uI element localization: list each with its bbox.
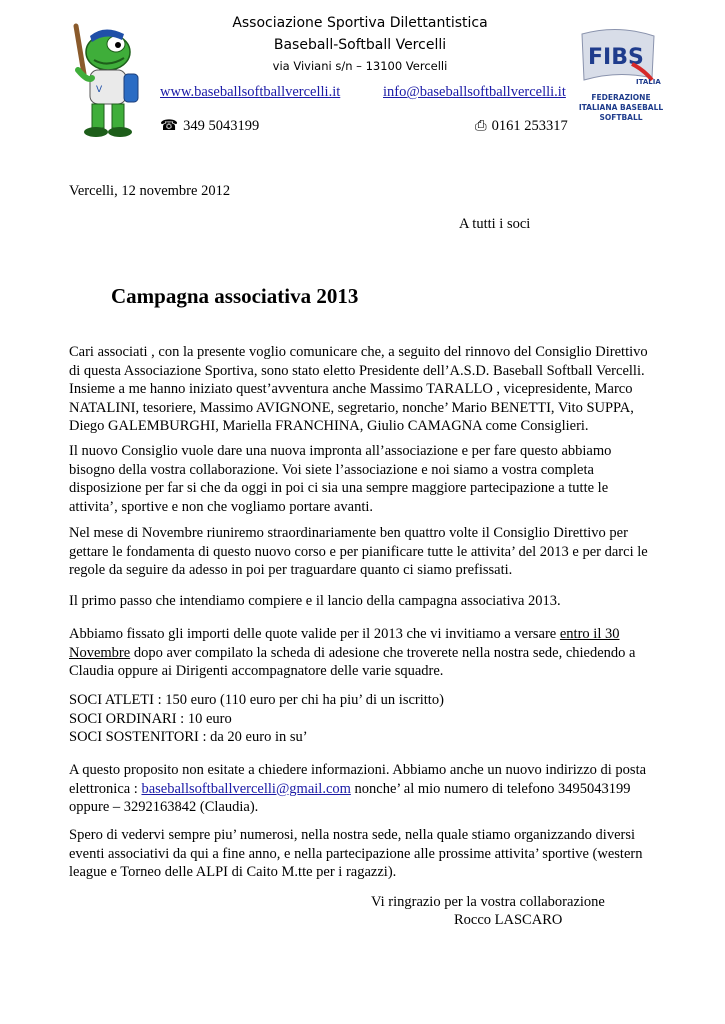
phone-value: 349 5043199 xyxy=(183,118,260,134)
text-line: A questo proposito non esitate a chiedere informazioni. Abbiamo anche un nuovo indirizzo di posta xyxy=(69,762,647,778)
fax-icon: ⎙ xyxy=(475,118,487,134)
fax-number xyxy=(475,118,568,135)
fees-list xyxy=(69,691,669,747)
text-line: Spero di vedervi sempre piu’ numerosi, nella nostra sede, nella quale stiamo organizzando diversi xyxy=(69,827,636,843)
gmail-link[interactable]: baseballsoftballvercelli@gmail.com xyxy=(141,780,351,797)
text-segment: Abbiamo fissato gli importi delle quote valide per il 2013 che vi invitiamo a versare xyxy=(69,626,560,642)
letter-title: Campagna associativa 2013 xyxy=(111,284,359,308)
text-line xyxy=(69,644,669,663)
fibs-logo-line-3: SOFTBALL xyxy=(599,113,643,122)
text-line: Il nuovo Consiglio vuole dare una nuova impronta all’associazione e per fare questo abbiamo xyxy=(69,443,612,459)
fibs-logo xyxy=(578,26,664,130)
paragraph-4 xyxy=(69,592,669,611)
text-line xyxy=(69,625,669,644)
text-line: bisogno della vostra collaborazione. Voi siete l’associazione e noi siamo a vostra completa xyxy=(69,461,594,478)
paragraph-8 xyxy=(69,826,669,882)
fee-item: SOCI ORDINARI : 10 euro xyxy=(69,710,232,727)
text-line: Il primo passo che intendiamo compiere e il lancio della campagna associativa 2013. xyxy=(69,593,561,609)
text-line: Claudia oppure ai Dirigenti accompagnatore delle varie squadre. xyxy=(69,663,444,679)
paragraph-1 xyxy=(69,343,669,436)
telephone-icon: ☎ xyxy=(160,118,179,134)
paragraph-2 xyxy=(69,442,669,516)
text-line: Insieme a me hanno iniziato quest’avventura anche Massimo TARALLO , vicepresidente, Marco xyxy=(69,381,633,397)
website-link[interactable]: www.baseballsoftballvercelli.it xyxy=(160,84,341,100)
signature: Rocco LASCARO xyxy=(454,912,563,928)
text-line: NATALINI, tesoriere, Massimo AVIGNONE, segretario, nonche’ Mario BENETTI, Vito SUPPA, xyxy=(69,399,634,416)
fibs-logo-line-1: FEDERAZIONE xyxy=(591,93,651,102)
org-subtitle: Baseball-Softball Vercelli xyxy=(273,37,447,53)
paragraph-7 xyxy=(69,761,669,817)
text-segment: elettronica : xyxy=(69,780,142,797)
text-segment: dopo aver compilato la scheda di adesione che troverete nella nostra sede, chiedendo a xyxy=(130,644,636,661)
text-line: di questa Associazione Sportiva, sono stato eletto Presidente dell’A.S.D. Baseball Softball Vercelli. xyxy=(69,362,645,379)
letter-recipient: A tutti i soci xyxy=(459,216,531,232)
fee-item: SOCI SOSTENITORI : da 20 euro in su’ xyxy=(69,729,308,745)
fibs-logo-text: FIBS xyxy=(588,45,644,70)
text-line: gettare le fondamenta di questo nuovo corso e per pianificare tutte le attivita’ del 2013 e per darci le xyxy=(69,543,648,560)
text-line: league e Torneo delle ALPI di Caito M.tte per i ragazzi). xyxy=(69,864,397,880)
deadline-underlined-month: Novembre xyxy=(69,644,131,661)
svg-text:V: V xyxy=(96,85,103,95)
email-link[interactable]: info@baseballsoftballvercelli.it xyxy=(383,84,566,100)
text-line: eventi associativi da qui a fine anno, e nella partecipazione alle prossime attivita’ sportive (western xyxy=(69,845,643,862)
text-segment: nonche’ al mio numero di telefono 3495043199 xyxy=(350,780,631,797)
paragraph-3 xyxy=(69,524,669,580)
fee-item: SOCI ATLETI : 150 euro (110 euro per chi ha piu’ di un iscritto) xyxy=(69,692,444,708)
text-line: regole da seguire da adesso in poi per traguardare quanto ci siamo prefissati. xyxy=(69,562,513,578)
text-line xyxy=(69,780,669,799)
paragraph-5 xyxy=(69,625,669,681)
org-name: Associazione Sportiva Dilettantistica xyxy=(232,15,488,31)
text-line: disposizione per far si che da oggi in poi ci sia una sempre maggiore partecipazione a tutte le xyxy=(69,480,609,496)
text-line: attivita’, sportive e non che vogliamo portare avanti. xyxy=(69,498,373,515)
text-line: Diego GALEMBURGHI, Mariella FRANCHINA, Giulio CAMAGNA come Consiglieri. xyxy=(69,418,589,434)
letter-date: Vercelli, 12 novembre 2012 xyxy=(69,183,231,199)
text-line: Cari associati , con la presente voglio comunicare che, a seguito del rinnovo del Consiglio Direttivo xyxy=(69,344,648,360)
fibs-logo-badge: ITALIA xyxy=(636,78,661,86)
deadline-underlined: entro il 30 xyxy=(559,626,620,642)
closing-line: Vi ringrazio per la vostra collaborazione xyxy=(371,894,605,910)
mascot-logo xyxy=(64,22,150,140)
org-address: via Viviani s/n – 13100 Vercelli xyxy=(272,59,448,73)
text-line: oppure – 3292163842 (Claudia). xyxy=(69,799,259,815)
fibs-logo-line-2: ITALIANA BASEBALL xyxy=(578,103,664,112)
fax-value: 0161 253317 xyxy=(491,118,568,134)
phone-number xyxy=(160,118,259,135)
text-line: Nel mese di Novembre riuniremo straordinariamente ben quattro volte il Consiglio Direttivo per xyxy=(69,525,628,541)
